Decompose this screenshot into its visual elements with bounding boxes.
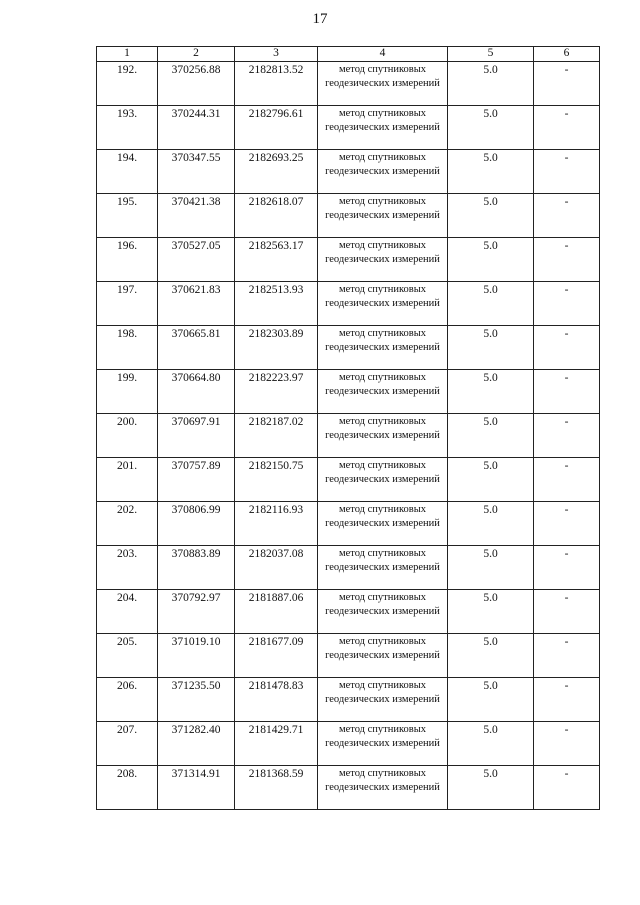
x-coordinate-cell: 370806.99	[158, 502, 235, 546]
description-cell: -	[534, 106, 600, 150]
y-coordinate-cell: 2182303.89	[235, 326, 318, 370]
accuracy-cell: 5.0	[448, 414, 534, 458]
method-cell: метод спутниковых геодезических измерений	[318, 634, 448, 678]
point-number-cell: 196.	[97, 238, 158, 282]
table-row	[97, 678, 600, 722]
table-row	[97, 634, 600, 678]
page-number: 17	[312, 11, 328, 27]
description-cell: -	[534, 458, 600, 502]
x-coordinate-cell: 370527.05	[158, 238, 235, 282]
y-coordinate-cell: 2182618.07	[235, 194, 318, 238]
accuracy-cell: 5.0	[448, 150, 534, 194]
description-cell: -	[534, 546, 600, 590]
method-cell: метод спутниковых геодезических измерений	[318, 546, 448, 590]
description-cell: -	[534, 238, 600, 282]
header-cell: 2	[158, 47, 235, 62]
accuracy-cell: 5.0	[448, 590, 534, 634]
accuracy-cell: 5.0	[448, 502, 534, 546]
y-coordinate-cell: 2182693.25	[235, 150, 318, 194]
point-number-cell: 205.	[97, 634, 158, 678]
y-coordinate-cell: 2182150.75	[235, 458, 318, 502]
method-cell: метод спутниковых геодезических измерений	[318, 194, 448, 238]
description-cell: -	[534, 326, 600, 370]
table-row	[97, 414, 600, 458]
y-coordinate-cell: 2182187.02	[235, 414, 318, 458]
header-cell: 5	[448, 47, 534, 62]
description-cell: -	[534, 370, 600, 414]
accuracy-cell: 5.0	[448, 722, 534, 766]
accuracy-cell: 5.0	[448, 194, 534, 238]
y-coordinate-cell: 2181677.09	[235, 634, 318, 678]
method-cell: метод спутниковых геодезических измерений	[318, 106, 448, 150]
method-cell: метод спутниковых геодезических измерений	[318, 370, 448, 414]
point-number-cell: 203.	[97, 546, 158, 590]
point-number-cell: 194.	[97, 150, 158, 194]
table-row	[97, 546, 600, 590]
header-cell: 6	[534, 47, 600, 62]
accuracy-cell: 5.0	[448, 766, 534, 810]
x-coordinate-cell: 370697.91	[158, 414, 235, 458]
method-cell: метод спутниковых геодезических измерений	[318, 238, 448, 282]
x-coordinate-cell: 371282.40	[158, 722, 235, 766]
description-cell: -	[534, 150, 600, 194]
y-coordinate-cell: 2181429.71	[235, 722, 318, 766]
point-number-cell: 200.	[97, 414, 158, 458]
x-coordinate-cell: 370757.89	[158, 458, 235, 502]
header-cell: 1	[97, 47, 158, 62]
description-cell: -	[534, 766, 600, 810]
method-cell: метод спутниковых геодезических измерений	[318, 502, 448, 546]
description-cell: -	[534, 678, 600, 722]
description-cell: -	[534, 722, 600, 766]
table-row	[97, 766, 600, 810]
method-cell: метод спутниковых геодезических измерений	[318, 458, 448, 502]
accuracy-cell: 5.0	[448, 634, 534, 678]
point-number-cell: 202.	[97, 502, 158, 546]
point-number-cell: 193.	[97, 106, 158, 150]
accuracy-cell: 5.0	[448, 326, 534, 370]
table-row	[97, 238, 600, 282]
header-cell: 3	[235, 47, 318, 62]
x-coordinate-cell: 370621.83	[158, 282, 235, 326]
method-cell: метод спутниковых геодезических измерений	[318, 150, 448, 194]
table-row	[97, 282, 600, 326]
x-coordinate-cell: 370256.88	[158, 62, 235, 106]
header-cell: 4	[318, 47, 448, 62]
point-number-cell: 199.	[97, 370, 158, 414]
table-row	[97, 326, 600, 370]
y-coordinate-cell: 2182813.52	[235, 62, 318, 106]
accuracy-cell: 5.0	[448, 62, 534, 106]
table-body	[97, 62, 600, 810]
x-coordinate-cell: 370664.80	[158, 370, 235, 414]
x-coordinate-cell: 371235.50	[158, 678, 235, 722]
method-cell: метод спутниковых геодезических измерений	[318, 766, 448, 810]
method-cell: метод спутниковых геодезических измерений	[318, 62, 448, 106]
table-row	[97, 370, 600, 414]
x-coordinate-cell: 370421.38	[158, 194, 235, 238]
point-number-cell: 195.	[97, 194, 158, 238]
point-number-cell: 197.	[97, 282, 158, 326]
accuracy-cell: 5.0	[448, 370, 534, 414]
header-row	[97, 47, 600, 62]
point-number-cell: 206.	[97, 678, 158, 722]
description-cell: -	[534, 502, 600, 546]
accuracy-cell: 5.0	[448, 458, 534, 502]
table-row	[97, 590, 600, 634]
y-coordinate-cell: 2182223.97	[235, 370, 318, 414]
point-number-cell: 201.	[97, 458, 158, 502]
x-coordinate-cell: 371019.10	[158, 634, 235, 678]
y-coordinate-cell: 2181478.83	[235, 678, 318, 722]
method-cell: метод спутниковых геодезических измерений	[318, 678, 448, 722]
description-cell: -	[534, 634, 600, 678]
accuracy-cell: 5.0	[448, 106, 534, 150]
x-coordinate-cell: 371314.91	[158, 766, 235, 810]
accuracy-cell: 5.0	[448, 678, 534, 722]
table-row	[97, 194, 600, 238]
point-number-cell: 207.	[97, 722, 158, 766]
x-coordinate-cell: 370883.89	[158, 546, 235, 590]
x-coordinate-cell: 370665.81	[158, 326, 235, 370]
x-coordinate-cell: 370244.31	[158, 106, 235, 150]
y-coordinate-cell: 2182513.93	[235, 282, 318, 326]
accuracy-cell: 5.0	[448, 282, 534, 326]
table-row	[97, 458, 600, 502]
description-cell: -	[534, 590, 600, 634]
accuracy-cell: 5.0	[448, 238, 534, 282]
table-header	[97, 47, 600, 62]
description-cell: -	[534, 414, 600, 458]
description-cell: -	[534, 282, 600, 326]
y-coordinate-cell: 2182037.08	[235, 546, 318, 590]
y-coordinate-cell: 2181887.06	[235, 590, 318, 634]
method-cell: метод спутниковых геодезических измерений	[318, 722, 448, 766]
method-cell: метод спутниковых геодезических измерений	[318, 282, 448, 326]
table-row	[97, 502, 600, 546]
table-row	[97, 106, 600, 150]
table-row	[97, 722, 600, 766]
x-coordinate-cell: 370347.55	[158, 150, 235, 194]
point-number-cell: 192.	[97, 62, 158, 106]
accuracy-cell: 5.0	[448, 546, 534, 590]
x-coordinate-cell: 370792.97	[158, 590, 235, 634]
table-row	[97, 150, 600, 194]
point-number-cell: 198.	[97, 326, 158, 370]
y-coordinate-cell: 2182796.61	[235, 106, 318, 150]
coordinates-table	[96, 46, 600, 810]
point-number-cell: 204.	[97, 590, 158, 634]
table-row	[97, 62, 600, 106]
method-cell: метод спутниковых геодезических измерений	[318, 414, 448, 458]
description-cell: -	[534, 194, 600, 238]
method-cell: метод спутниковых геодезических измерений	[318, 590, 448, 634]
point-number-cell: 208.	[97, 766, 158, 810]
y-coordinate-cell: 2181368.59	[235, 766, 318, 810]
description-cell: -	[534, 62, 600, 106]
y-coordinate-cell: 2182563.17	[235, 238, 318, 282]
y-coordinate-cell: 2182116.93	[235, 502, 318, 546]
method-cell: метод спутниковых геодезических измерений	[318, 326, 448, 370]
